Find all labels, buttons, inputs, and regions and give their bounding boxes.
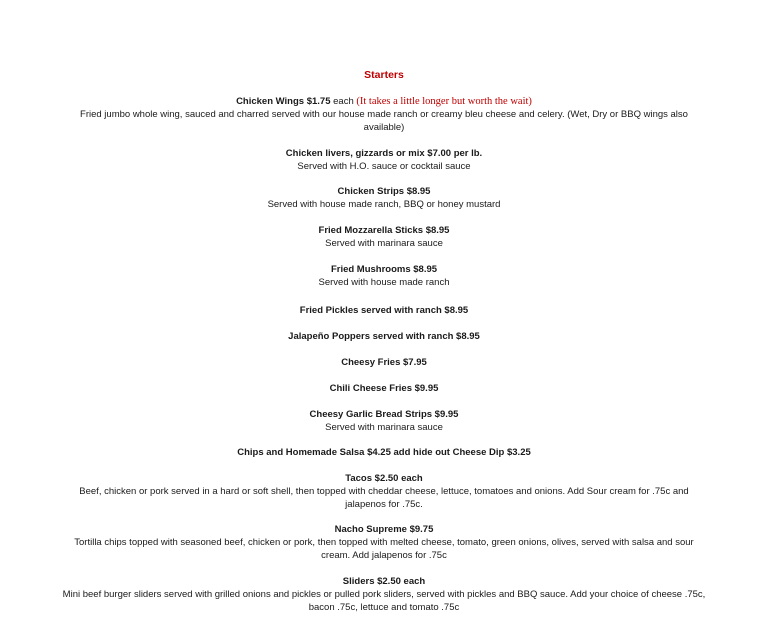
item-suffix: each [330,96,357,107]
section-title: Starters [364,69,404,81]
menu-item-fried-pickles [60,304,708,317]
item-name: Fried Mozzarella Sticks $8.95 [318,225,450,236]
menu-item-chili-cheese-fries [60,382,708,395]
item-description: Served with house made ranch [318,277,450,288]
item-note: (It takes a little longer but worth the wait) [356,96,532,107]
menu-item-nacho-supreme [60,523,708,562]
item-name: Fried Mushrooms $8.95 [330,264,438,275]
item-name: Tacos $2.50 each [345,473,423,484]
menu-item-tacos [60,472,708,511]
menu-item-mozzarella-sticks [60,224,708,250]
item-name: Chicken Strips $8.95 [337,186,431,197]
item-name: Chicken livers, gizzards or mix $7.00 per lb. [285,148,483,159]
item-description: Served with marinara sauce [325,422,443,433]
menu-item-chips-salsa [60,446,708,459]
item-name: Chicken Wings $1.75 [236,96,331,107]
item-name: Cheesy Garlic Bread Strips $9.95 [309,409,459,420]
item-description: Beef, chicken or pork served in a hard or soft shell, then topped with cheddar cheese, lettuce, tomatoes and onions. Add Sour cream for .75c and jalapenos for .75c. [79,486,689,510]
menu-item-jalapeno-poppers [60,330,708,343]
menu-item-garlic-bread-strips [60,408,708,434]
item-name: Sliders $2.50 each [342,576,426,587]
menu-item-cheesy-fries [60,356,708,369]
item-description: Served with H.O. sauce or cocktail sauce [297,161,471,172]
menu-item-chicken-wings [60,95,708,134]
item-description: Fried jumbo whole wing, sauced and charred served with our house made ranch or creamy bleu cheese and celery. (Wet, Dry or BBQ wings also available) [80,109,688,133]
item-description: Tortilla chips topped with seasoned beef, chicken or pork, then topped with melted cheese, tomato, green onions, olives, served with salsa and sour cream. Add jalapenos for .75c [74,537,694,561]
menu-item-fried-mushrooms [60,263,708,289]
menu-item-chicken-strips [60,185,708,211]
item-name: Cheesy Fries $7.95 [341,357,427,368]
item-description: Served with marinara sauce [325,238,443,249]
item-name: Jalapeño Poppers served with ranch $8.95 [288,331,480,342]
item-name: Chili Cheese Fries $9.95 [329,383,439,394]
item-description: Mini beef burger sliders served with grilled onions and pickles or pulled pork sliders, served with pickles and BBQ sauce. Add your choice of cheese .75c, bacon .75c, lettuce and tomato .75c [62,589,706,613]
menu-item-sliders [60,575,708,614]
menu-item-chicken-livers [60,147,708,173]
item-name: Chips and Homemade Salsa $4.25 add hide out Cheese Dip $3.25 [237,447,531,458]
item-name: Nacho Supreme $9.75 [334,524,434,535]
item-name: Fried Pickles served with ranch $8.95 [299,305,469,316]
item-description: Served with house made ranch, BBQ or honey mustard [267,199,501,210]
